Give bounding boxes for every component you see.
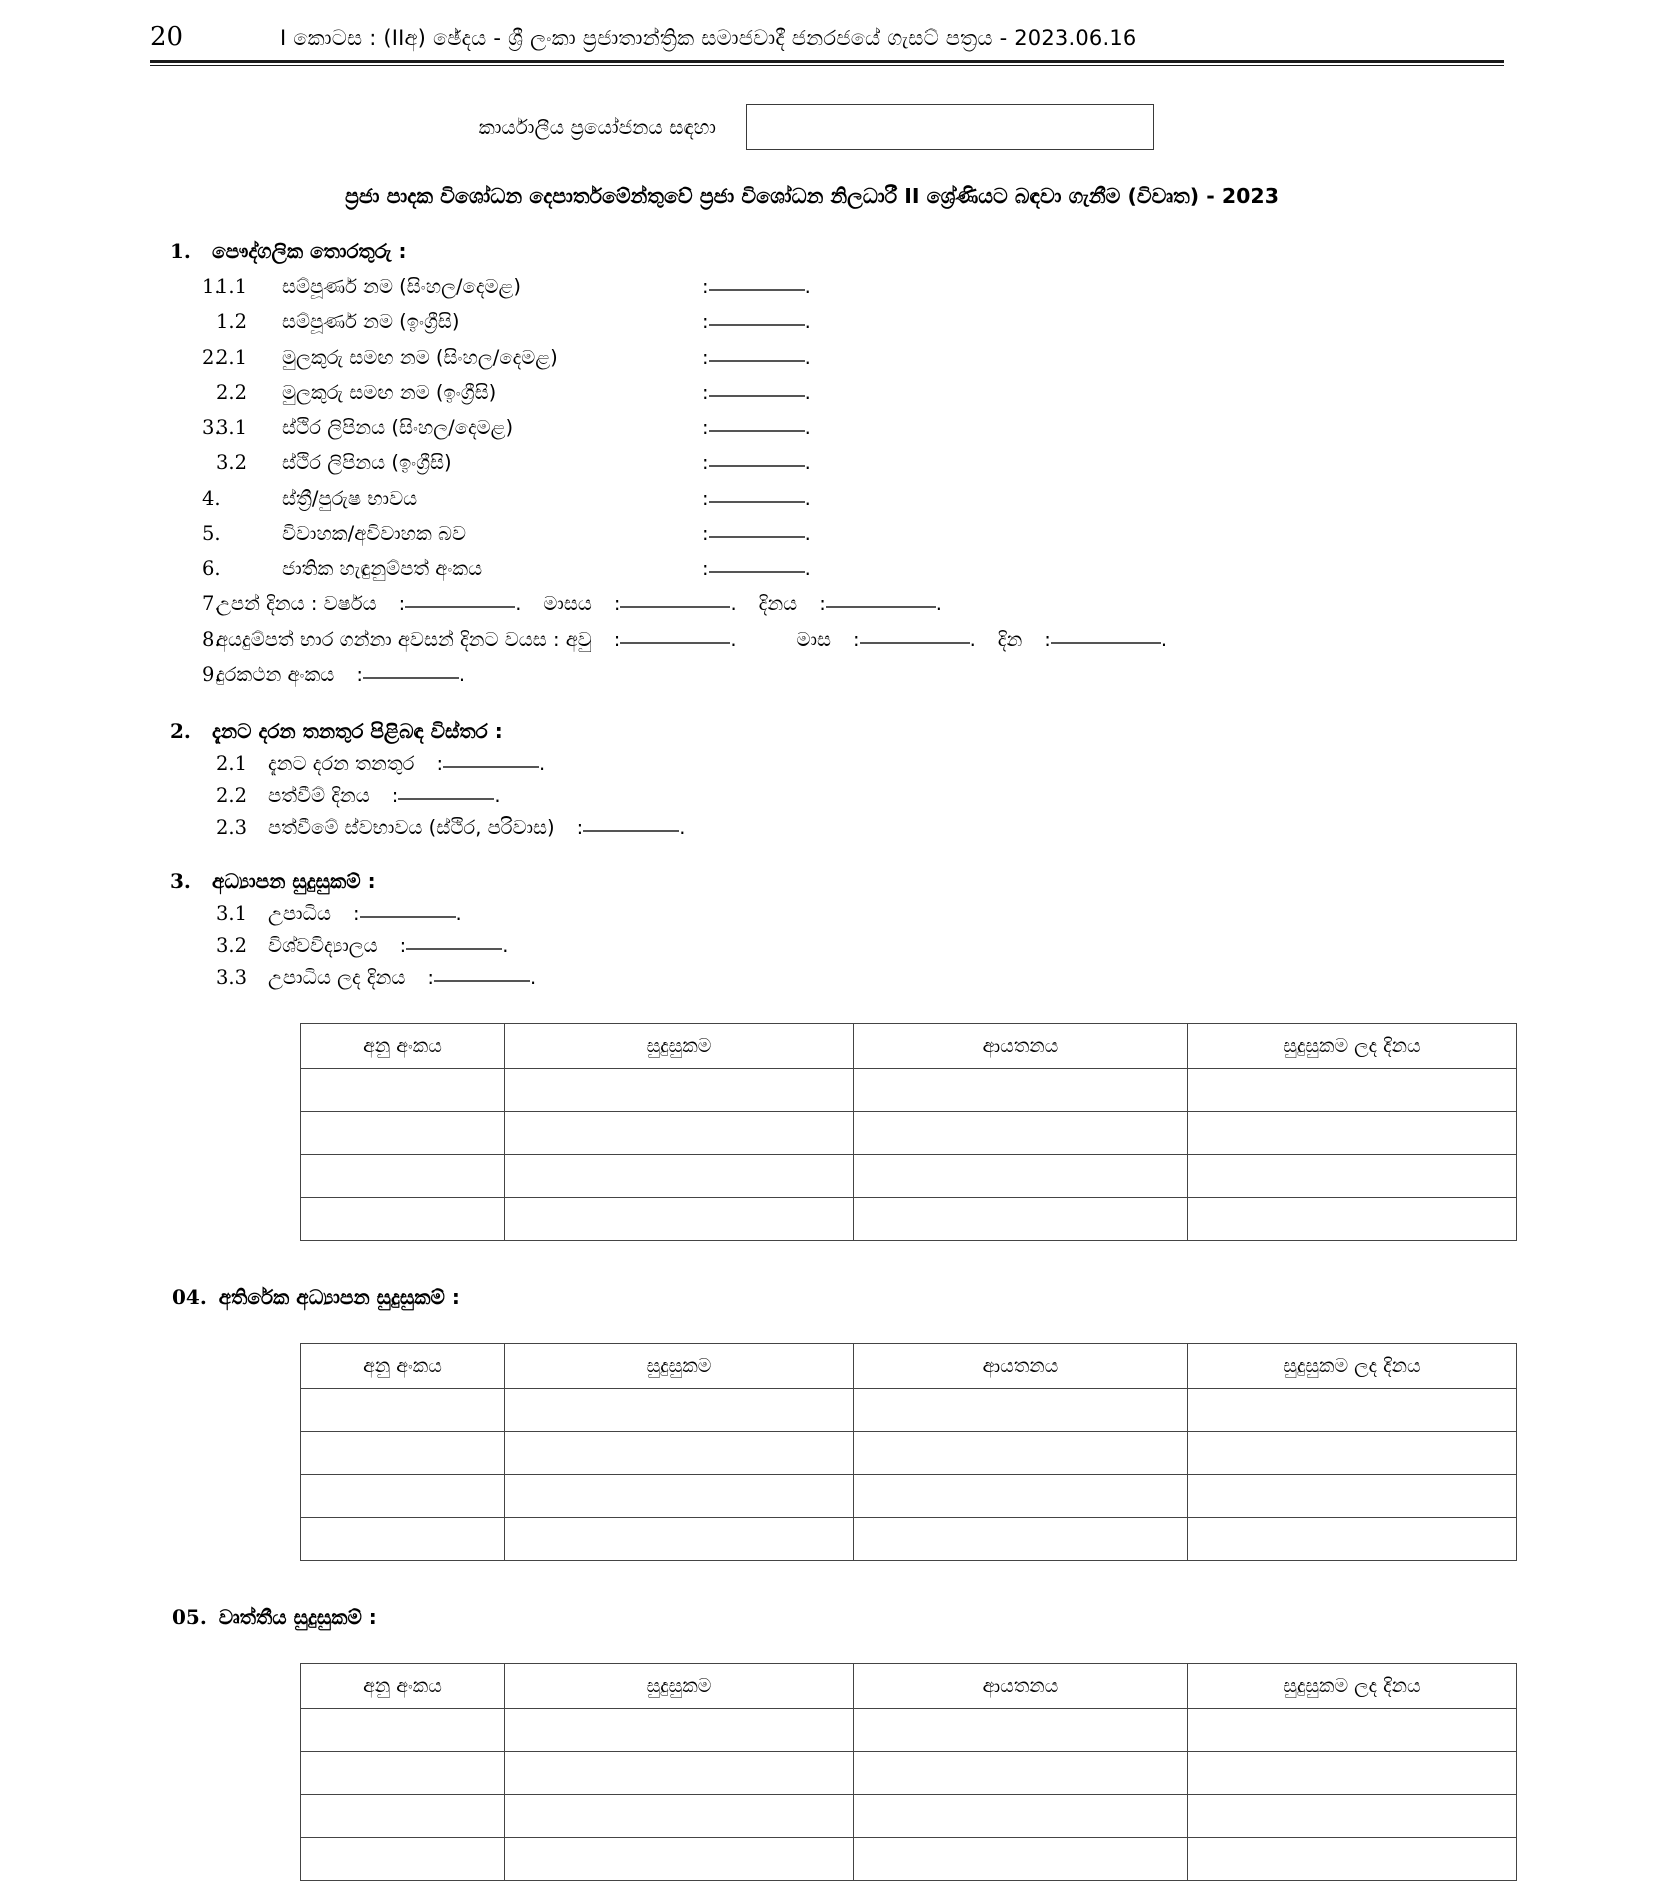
sub-index: 3.3 <box>216 966 248 990</box>
column-header-serial: අනු අංකය <box>301 1024 505 1069</box>
page-number: 20 <box>150 22 184 52</box>
item-outer-index: 4. <box>202 486 221 510</box>
field-label: පත්වීමේ ස්වභාවය (ස්ථිර, පරිවාස) <box>268 816 555 840</box>
cell-serial[interactable] <box>301 1112 505 1155</box>
field-label: ජාතික හැඳුනුම්පත් අංකය <box>282 557 483 581</box>
table-header-row <box>301 1024 1517 1069</box>
item-sub-index: 1.2 <box>216 310 248 334</box>
field-appointment-nature <box>170 816 1654 839</box>
sub-index: 2.1 <box>216 752 248 776</box>
item-sub-index: 2.1 <box>216 345 248 369</box>
page-header <box>0 0 1654 52</box>
field-label: දැනට දරන තනතුර <box>268 752 415 776</box>
field-nic-number <box>170 555 1654 583</box>
cell-date[interactable] <box>1188 1795 1517 1838</box>
section5-number: 05. <box>172 1605 207 1630</box>
field-label: සම්පූර්ණ නම (ඉංග්‍රීසි) <box>282 310 460 334</box>
table-header-row <box>301 1664 1517 1709</box>
cell-institute[interactable] <box>854 1155 1188 1198</box>
field-input-line[interactable]: : . <box>702 557 811 581</box>
section-personal-details <box>0 239 1654 689</box>
form-title: ප්‍රජා පාදක විශෝධන දෙපාර්තමේන්තුවේ ප්‍රජා විශෝධන නිලධාරී II ශ්‍රේණියට බඳවා ගැනීම (විවෘත) - 2023 <box>345 184 1279 208</box>
cell-date[interactable] <box>1188 1475 1517 1518</box>
table-row[interactable] <box>301 1752 1517 1795</box>
field-input-line[interactable]: : . <box>576 816 686 840</box>
field-label: විශ්වවිද්‍යාලය <box>268 934 378 958</box>
cell-serial[interactable] <box>301 1389 505 1432</box>
table-header-row <box>301 1344 1517 1389</box>
office-use-row <box>0 104 1154 150</box>
item-outer-index: 2. <box>202 345 221 369</box>
field-label: ස්ථිර ලිපිනය (ඉංග්‍රීසි) <box>282 451 452 475</box>
cell-serial[interactable] <box>301 1432 505 1475</box>
cell-qualification[interactable] <box>505 1518 854 1561</box>
cell-serial[interactable] <box>301 1709 505 1752</box>
dob-day-input[interactable]: : . <box>819 592 942 616</box>
office-use-label: කාර්යාලීය ප්‍රයෝජනය සඳහා <box>478 115 716 139</box>
field-appointment-date <box>170 784 1654 807</box>
section-current-post-details <box>0 719 1654 839</box>
field-age-at-closing-date <box>170 626 1654 654</box>
field-label: සම්පූර්ණ නම (සිංහල/දෙමළ) <box>282 275 521 298</box>
section3-title: අධ්‍යාපන සුදුසුකම් : <box>212 869 376 894</box>
cell-qualification[interactable] <box>505 1475 854 1518</box>
field-input-line[interactable]: : . <box>352 902 462 926</box>
office-use-box[interactable] <box>746 104 1154 150</box>
age-years-input[interactable]: : . <box>613 627 737 651</box>
column-header-serial: අනු අංකය <box>301 1664 505 1709</box>
column-header-qualification: සුදුසුකම <box>505 1024 854 1069</box>
item-outer-index: 9. <box>202 662 221 686</box>
field-current-post <box>170 752 1654 775</box>
column-header-qualification: සුදුසුකම <box>505 1344 854 1389</box>
field-marital-status <box>170 520 1654 548</box>
cell-serial[interactable] <box>301 1198 505 1241</box>
field-label: මුලකුරු සමඟ නම (ඉංග්‍රීසි) <box>282 380 497 404</box>
field-label: ස්ථිර ලිපිනය (සිංහල/දෙමළ) <box>282 416 514 440</box>
educational-qualifications-table <box>300 1023 1517 1241</box>
table-row[interactable] <box>301 1432 1517 1475</box>
field-gender <box>170 485 1654 513</box>
field-input-line[interactable]: : . <box>399 934 509 958</box>
cell-institute[interactable] <box>854 1432 1188 1475</box>
cell-qualification[interactable] <box>505 1198 854 1241</box>
item-outer-index: 8. <box>202 627 221 651</box>
sub-index: 3.2 <box>216 934 248 958</box>
column-header-qualification: සුදුසුකම <box>505 1664 854 1709</box>
field-input-line[interactable]: : . <box>702 416 811 440</box>
column-header-institute: ආයතනය <box>854 1664 1188 1709</box>
table-row[interactable] <box>301 1389 1517 1432</box>
section1-heading <box>170 239 1654 263</box>
column-header-date: සුදුසුකම ලද දිනය <box>1188 1664 1517 1709</box>
dob-year-input[interactable]: : . <box>398 592 522 616</box>
cell-date[interactable] <box>1188 1709 1517 1752</box>
sub-index: 2.3 <box>216 816 248 840</box>
sub-index: 3.1 <box>216 902 248 926</box>
item-sub-index: 1.1 <box>216 275 248 298</box>
field-full-name-sinhala <box>170 273 1654 301</box>
table-row[interactable] <box>301 1198 1517 1241</box>
column-header-date: සුදුසුකම ලද දිනය <box>1188 1024 1517 1069</box>
cell-institute[interactable] <box>854 1069 1188 1112</box>
field-label: උපාධිය <box>268 902 331 926</box>
column-header-date: සුදුසුකම ලද දිනය <box>1188 1344 1517 1389</box>
cell-date[interactable] <box>1188 1752 1517 1795</box>
gazette-header-line: I කොටස : (IIඅ) ඡේදය - ශ්‍රී ලංකා ප්‍රජාතාන්ත්‍රික සමාජවාදී ජනරජයේ ගැසට් පත්‍රය - 2023.06.16 <box>280 26 1137 50</box>
cell-qualification[interactable] <box>505 1752 854 1795</box>
item-outer-index: 1. <box>202 275 221 298</box>
cell-institute[interactable] <box>854 1112 1188 1155</box>
section4-heading <box>0 1285 1654 1309</box>
item-sub-index: 3.1 <box>216 416 248 440</box>
dob-month-label: මාසය <box>543 592 592 616</box>
cell-date[interactable] <box>1188 1838 1517 1881</box>
section1-items <box>170 273 1654 689</box>
field-input-line[interactable]: : . <box>702 521 811 545</box>
column-header-institute: ආයතනය <box>854 1344 1188 1389</box>
telephone-input[interactable]: : . <box>356 662 466 686</box>
table-row[interactable] <box>301 1709 1517 1752</box>
field-date-of-birth <box>170 590 1654 618</box>
table-row[interactable] <box>301 1475 1517 1518</box>
header-divider <box>150 60 1504 66</box>
field-input-line[interactable]: : . <box>702 345 811 369</box>
cell-institute[interactable] <box>854 1795 1188 1838</box>
cell-date[interactable] <box>1188 1518 1517 1561</box>
cell-institute[interactable] <box>854 1518 1188 1561</box>
column-header-institute: ආයතනය <box>854 1024 1188 1069</box>
field-full-name-english <box>170 308 1654 336</box>
field-input-line[interactable]: : . <box>702 310 811 334</box>
cell-serial[interactable] <box>301 1518 505 1561</box>
item-outer-index: 5. <box>202 521 221 545</box>
section-educational-qualifications <box>0 869 1654 989</box>
section2-title: දැනට දරන තනතුර පිළිබඳ විස්තර : <box>212 719 503 744</box>
field-permanent-address-english <box>170 449 1654 477</box>
field-name-with-initials-english <box>170 379 1654 407</box>
field-input-line[interactable]: : . <box>702 486 811 510</box>
field-name-with-initials-sinhala <box>170 344 1654 372</box>
cell-qualification[interactable] <box>505 1795 854 1838</box>
dob-month-input[interactable]: : . <box>613 592 737 616</box>
table-row[interactable] <box>301 1069 1517 1112</box>
section5-heading <box>0 1605 1654 1629</box>
cell-institute[interactable] <box>854 1475 1188 1518</box>
section3-number: 3. <box>170 869 191 894</box>
field-label: විවාහක/අවිවාහක බව <box>282 521 467 545</box>
cell-qualification[interactable] <box>505 1838 854 1881</box>
field-input-line[interactable]: : . <box>391 784 501 808</box>
table-row[interactable] <box>301 1795 1517 1838</box>
cell-serial[interactable] <box>301 1838 505 1881</box>
cell-serial[interactable] <box>301 1752 505 1795</box>
age-months-input[interactable]: : . <box>853 627 976 651</box>
additional-educational-qualifications-table <box>300 1343 1517 1561</box>
field-input-line[interactable]: : . <box>427 966 537 990</box>
cell-serial[interactable] <box>301 1069 505 1112</box>
section1-number: 1. <box>170 239 191 263</box>
cell-date[interactable] <box>1188 1155 1517 1198</box>
column-header-serial: අනු අංකය <box>301 1344 505 1389</box>
field-label: උපාධිය ලද දිනය <box>268 966 406 990</box>
cell-qualification[interactable] <box>505 1709 854 1752</box>
field-telephone-number <box>170 661 1654 689</box>
cell-institute[interactable] <box>854 1838 1188 1881</box>
dob-day-label: දිනය <box>758 592 798 616</box>
age-lead-label: අයදුම්පත් භාර ගන්නා අවසන් දිනට වයස : අවු <box>216 627 592 651</box>
table-row[interactable] <box>301 1155 1517 1198</box>
field-permanent-address-sinhala <box>170 414 1654 442</box>
field-input-line[interactable]: : . <box>702 380 811 404</box>
section3-heading <box>170 869 1654 893</box>
dob-lead-label: උපන් දිනය : වර්ෂය <box>216 592 377 616</box>
field-degree-date <box>170 966 1654 989</box>
field-degree <box>170 902 1654 925</box>
cell-qualification[interactable] <box>505 1155 854 1198</box>
field-label: ස්ත්‍රී/පුරුෂ භාවය <box>282 486 418 510</box>
field-input-line[interactable]: : . <box>436 752 546 776</box>
item-outer-index: 7. <box>202 592 221 616</box>
professional-qualifications-table <box>300 1663 1517 1881</box>
sub-index: 2.2 <box>216 784 248 808</box>
cell-serial[interactable] <box>301 1475 505 1518</box>
age-months-label: මාස <box>796 627 832 651</box>
cell-qualification[interactable] <box>505 1389 854 1432</box>
cell-institute[interactable] <box>854 1709 1188 1752</box>
cell-date[interactable] <box>1188 1069 1517 1112</box>
section4-title: අතිරේක අධ්‍යාපන සුදුසුකම් : <box>218 1285 460 1310</box>
cell-institute[interactable] <box>854 1752 1188 1795</box>
item-outer-index: 6. <box>202 557 221 581</box>
cell-qualification[interactable] <box>505 1069 854 1112</box>
field-university <box>170 934 1654 957</box>
section1-title: පෞද්ගලික තොරතුරු : <box>212 239 407 263</box>
cell-serial[interactable] <box>301 1155 505 1198</box>
age-days-label: දින <box>997 627 1023 651</box>
cell-date[interactable] <box>1188 1112 1517 1155</box>
cell-serial[interactable] <box>301 1795 505 1838</box>
cell-institute[interactable] <box>854 1389 1188 1432</box>
table-row[interactable] <box>301 1518 1517 1561</box>
section4-number: 04. <box>172 1285 207 1310</box>
cell-date[interactable] <box>1188 1432 1517 1475</box>
item-sub-index: 2.2 <box>216 380 248 404</box>
section2-heading <box>170 719 1654 743</box>
cell-date[interactable] <box>1188 1389 1517 1432</box>
age-days-input[interactable]: : . <box>1044 627 1168 651</box>
item-outer-index: 3. <box>202 416 221 440</box>
table-row[interactable] <box>301 1838 1517 1881</box>
table-row[interactable] <box>301 1112 1517 1155</box>
cell-institute[interactable] <box>854 1198 1188 1241</box>
cell-qualification[interactable] <box>505 1112 854 1155</box>
item-sub-index: 3.2 <box>216 451 248 475</box>
cell-qualification[interactable] <box>505 1432 854 1475</box>
field-label: පත්වීම් දිනය <box>268 784 370 808</box>
section2-number: 2. <box>170 719 191 744</box>
cell-date[interactable] <box>1188 1198 1517 1241</box>
field-input-line[interactable]: : . <box>702 275 811 298</box>
telephone-label: දුරකථන අංකය <box>216 662 335 686</box>
field-label: මුලකුරු සමඟ නම (සිංහල/දෙමළ) <box>282 345 558 369</box>
section5-title: වෘත්තීය සුදුසුකම් : <box>218 1605 377 1630</box>
field-input-line[interactable]: : . <box>702 451 811 475</box>
